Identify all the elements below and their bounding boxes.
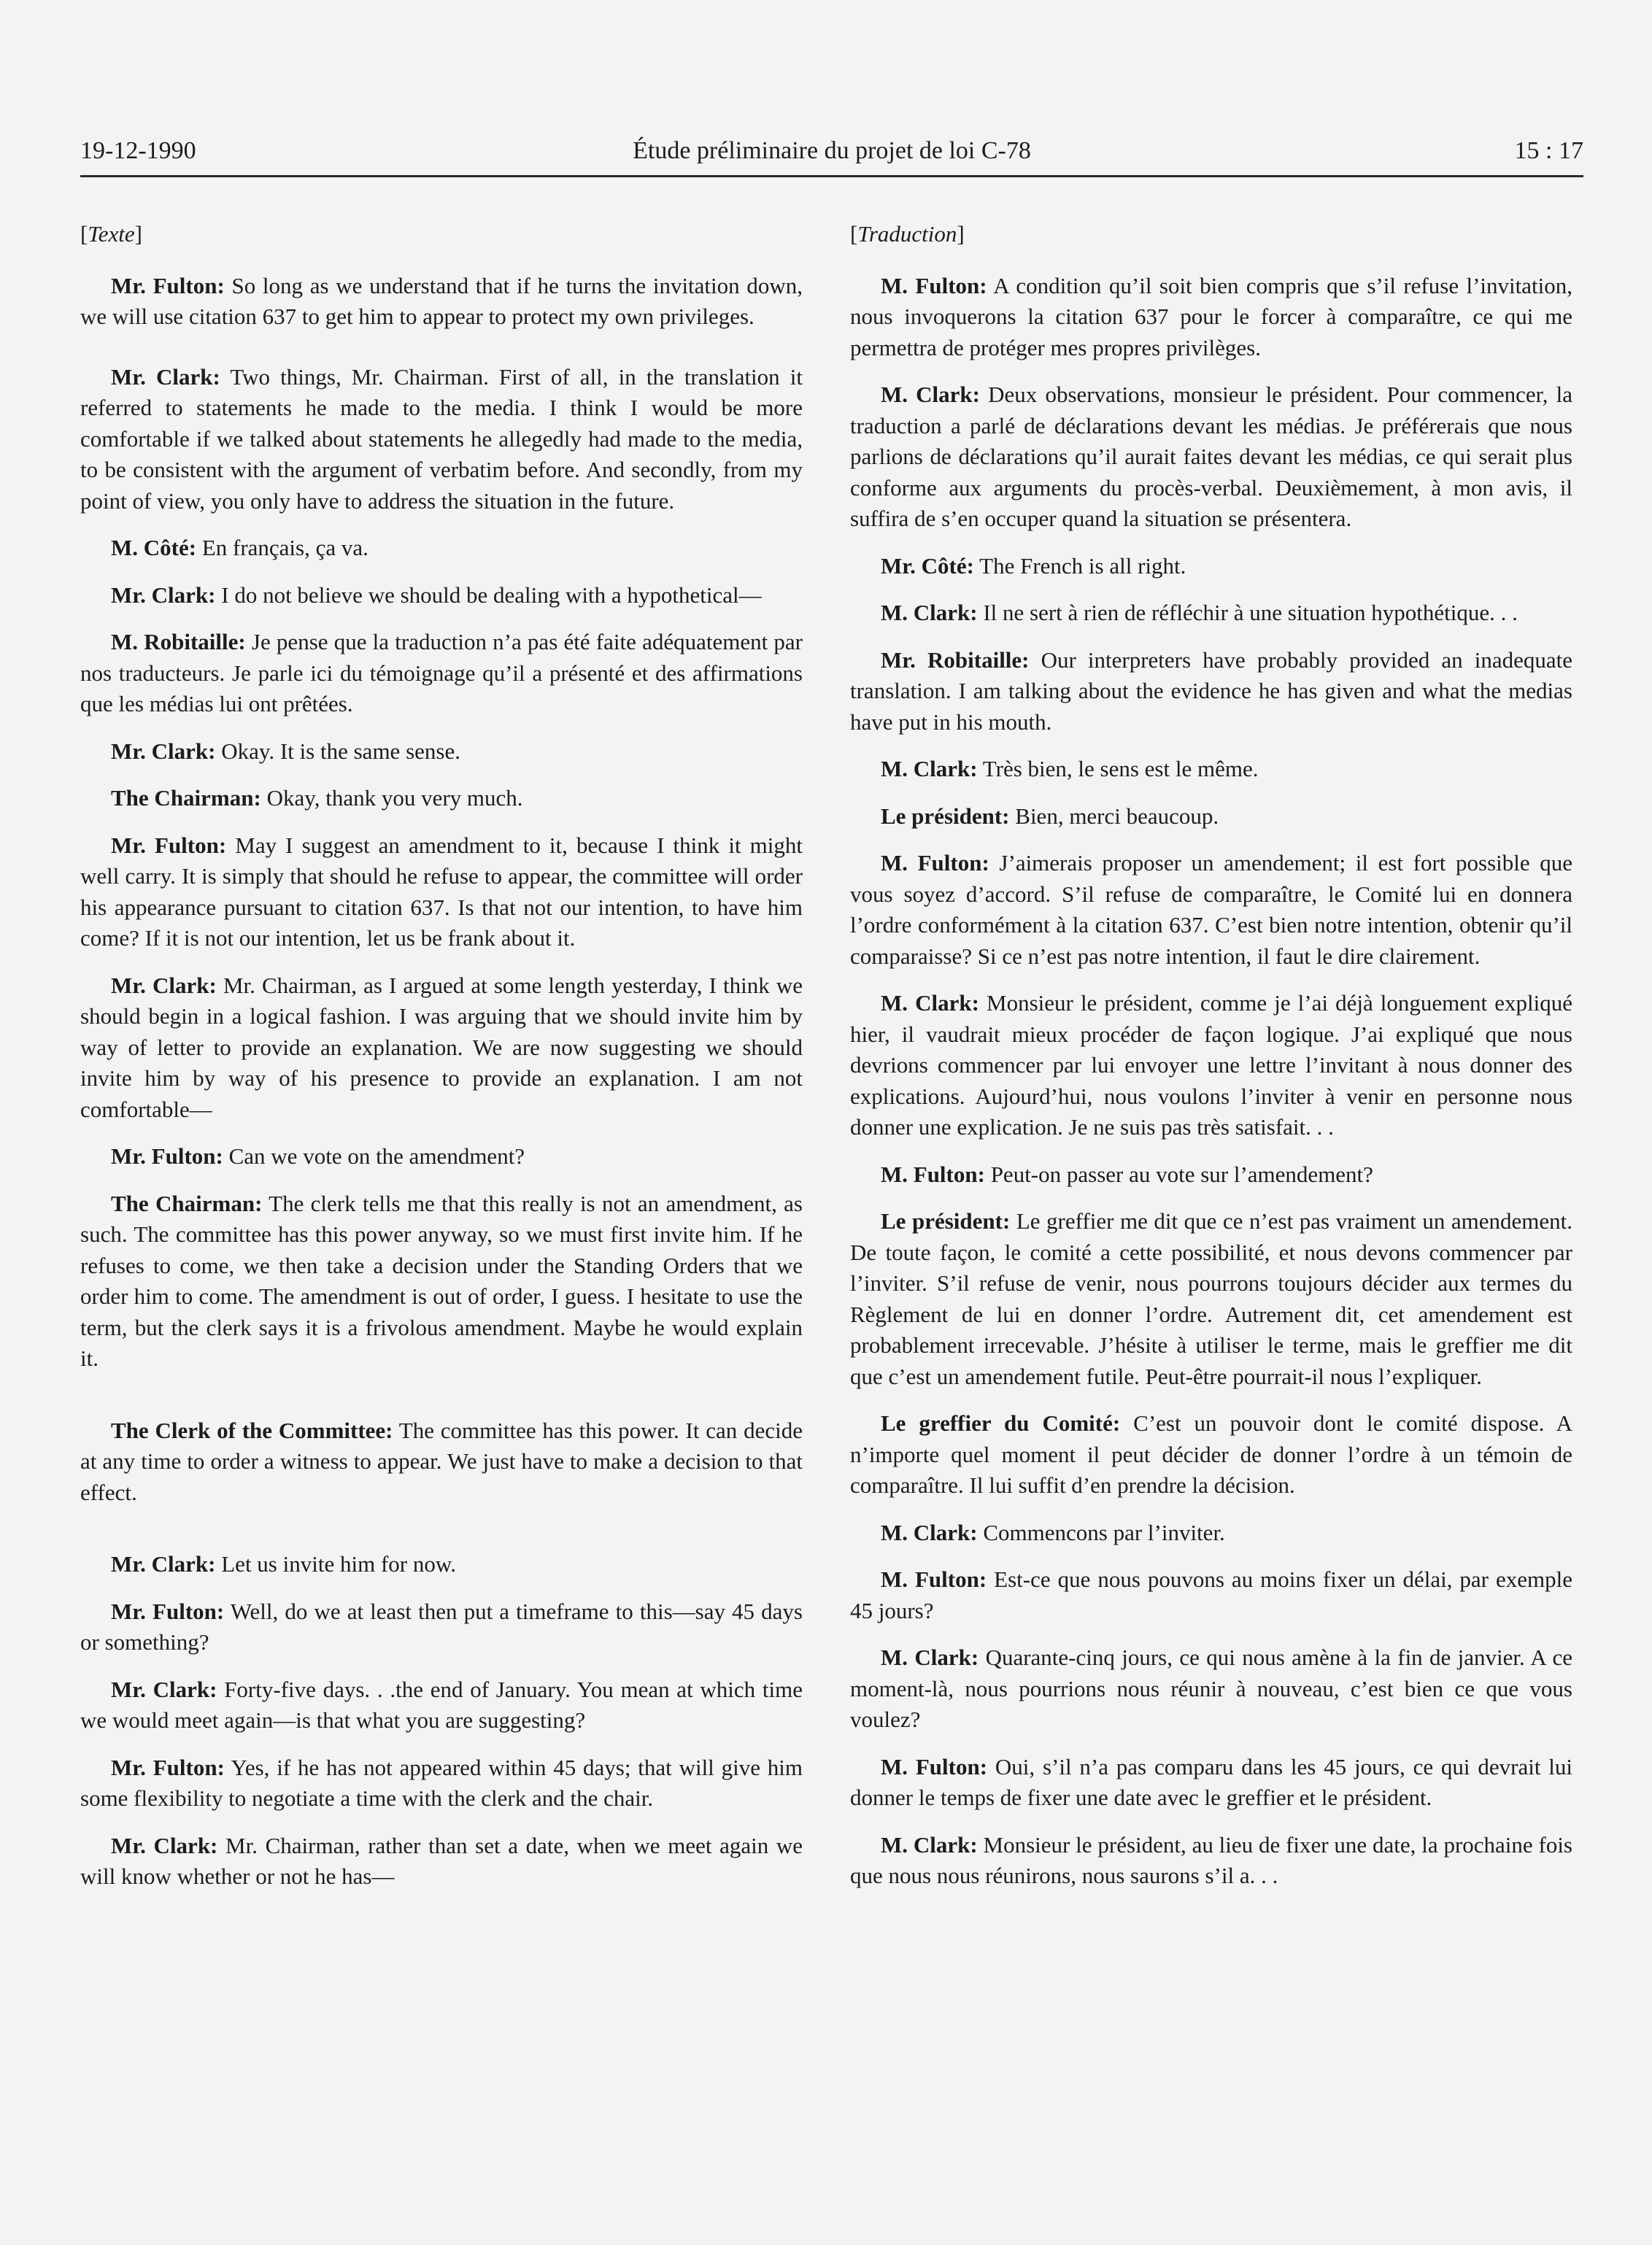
speaker-name: M. Clark: <box>881 1645 979 1670</box>
speaker-name: M. Fulton: <box>881 850 989 876</box>
speaker-name: Mr. Fulton: <box>111 832 227 858</box>
transcript-paragraph <box>80 1831 803 1893</box>
speaker-name: Mr. Fulton: <box>111 1598 225 1624</box>
speech-text: Let us invite him for now. <box>215 1551 456 1577</box>
speaker-name: M. Fulton: <box>881 1161 985 1187</box>
speech-text: Il ne sert à rien de réfléchir à une situation hypothétique. . . <box>977 600 1518 625</box>
transcript-paragraph <box>80 362 803 517</box>
speaker-name: The Clerk of the Committee: <box>111 1417 393 1443</box>
transcript-paragraph <box>850 645 1572 738</box>
speaker-name: Mr. Clark: <box>111 581 216 608</box>
speaker-name: M. Clark: <box>881 1519 978 1545</box>
speaker-name: M. Fulton: <box>881 1566 987 1592</box>
speech-text: Our interpreters have probably provided an inadequate translation. I am talking about the evidence he has given and what the medias have put in his mouth. <box>850 646 1572 735</box>
speech-text: The committee has this power. It can decide at any time to order a witness to appear. We just have to make a decision to that effect. <box>80 1417 803 1505</box>
speech-text: I do not believe we should be dealing with a hypothetical— <box>215 581 762 608</box>
speaker-name: M. Clark: <box>881 1831 978 1858</box>
speaker-name: M. Clark: <box>881 600 978 625</box>
transcript-paragraph <box>80 271 803 333</box>
speaker-name: Mr. Clark: <box>111 363 220 390</box>
speaker-name: Mr. Clark: <box>111 1551 216 1577</box>
speech-text: Deux observations, monsieur le président. Pour commencer, la traduction a parlé de déclarations devant les médias. Je préférerais que nous parlions de déclarations qu’il aurait faites devant les médias, ce qui serait plus conforme aux arguments du procès-verbal. Deuxièmement, à mon avis, il suffira de s’en occuper quand la situation se présentera. <box>850 382 1572 531</box>
speech-text: En français, ça va. <box>196 535 368 560</box>
speech-text: Okay, thank you very much. <box>260 785 523 811</box>
speech-text: Mr. Chairman, rather than set a date, when we meet again we will know whether or not he has— <box>80 1832 803 1889</box>
speaker-name: M. Côté: <box>111 535 197 560</box>
speaker-name: Mr. Fulton: <box>111 272 225 298</box>
speaker-name: Mr. Clark: <box>111 738 216 764</box>
speaker-name: Mr. Fulton: <box>111 1143 223 1169</box>
speaker-name: M. Robitaille: <box>111 629 246 654</box>
speech-text: May I suggest an amendment to it, because I think it might well carry. It is simply that should he refuse to appear, the committee will order his appearance pursuant to citation 637. Is that not our intention, to have him come? If it is not our intention, let us be frank about it. <box>80 832 803 951</box>
transcript-paragraph <box>850 848 1572 972</box>
speech-text: Je pense que la traduction n’a pas été faite adéquatement par nos traducteurs. Je parle ici du témoignage qu’il a présenté et des affirmations que les médias lui ont prêtées. <box>80 629 803 716</box>
speech-text: Forty-five days. . .the end of January. You mean at which time we would meet again—is that what you are suggesting? <box>80 1676 803 1733</box>
speaker-name: Le président: <box>881 803 1010 829</box>
transcript-paragraph <box>850 1642 1572 1736</box>
speaker-name: The Chairman: <box>111 785 261 811</box>
speech-text: Can we vote on the amendment? <box>223 1143 525 1169</box>
transcript-paragraph <box>80 627 803 720</box>
running-header <box>80 131 1583 177</box>
transcript-paragraph <box>80 783 803 814</box>
speech-text: Est-ce que nous pouvons au moins fixer un délai, par exemple 45 jours? <box>850 1566 1572 1623</box>
transcript-paragraph <box>80 533 803 564</box>
speaker-name: M. Fulton: <box>881 1753 988 1780</box>
speech-text: Monsieur le président, au lieu de fixer une date, la prochaine fois que nous nous réunirons, nous saurons s’il a. . . <box>850 1831 1572 1888</box>
speech-text: Mr. Chairman, as I argued at some length yesterday, I think we should begin in a logical fashion. I was arguing that we should invite him by way of letter to provide an explanation. We are now suggesting we should invite him by way of his presence to provide an explanation. I am not comfortable— <box>80 972 803 1122</box>
speech-text: Le greffier me dit que ce n’est pas vraiment un amendement. De toute façon, le comité a cette possibilité, et nous devons commencer par l’inviter. S’il refuse de venir, nous pourrons toujours décider aux termes du Règlement de lui en donner l’ordre. Autrement dit, cet amendement est probablement irrecevable. J’hésite à utiliser le terme, mais le greffier me dit que c’est un amendement futile. Peut-être pourrait-il nous l’expliquer. <box>850 1208 1572 1389</box>
speech-text: Très bien, le sens est le même. <box>977 756 1259 781</box>
transcript-paragraph <box>80 830 803 954</box>
speech-text: Monsieur le président, comme je l’ai déjà longuement expliqué hier, il vaudrait mieux procéder de façon logique. J’ai expliqué que nous devrions commencer par lui envoyer une lettre l’invitant à nous donner des explications. Aujourd’hui, nous voulons l’inviter à venir en personne nous donner une explication. Je ne suis pas très satisfait. . . <box>850 990 1573 1140</box>
speaker-name: Le greffier du Comité: <box>881 1410 1121 1436</box>
transcript-paragraph <box>850 379 1572 535</box>
header-page-number: 15 : 17 <box>1514 137 1583 164</box>
transcript-paragraph <box>80 1549 803 1580</box>
speaker-name: M. Fulton: <box>881 272 987 298</box>
transcript-paragraph <box>80 1596 803 1658</box>
left-column-heading: [Texte] <box>80 221 142 247</box>
speaker-name: M. Clark: <box>881 990 979 1016</box>
speech-text: Oui, s’il n’a pas comparu dans les 45 jours, ce qui devrait lui donner le temps de fixer une date avec le greffier et le président. <box>850 1753 1572 1810</box>
transcript-paragraph <box>850 754 1572 785</box>
transcript-paragraph <box>850 598 1572 629</box>
speaker-name: The Chairman: <box>111 1190 263 1216</box>
transcript-paragraph <box>850 1752 1572 1814</box>
transcript-paragraph <box>850 1564 1572 1626</box>
speaker-name: Mr. Côté: <box>881 552 974 579</box>
speech-text: The clerk tells me that this really is not an amendment, as such. The committee has this power anyway, so we must first invite him. If he refuses to come, we then take a decision under the Standing Orders that we order him to come. The amendment is out of order, I guess. I hesitate to use the term, but the clerk says it is a frivolous amendment. Maybe he would explain it. <box>80 1190 803 1371</box>
transcript-paragraph <box>850 1830 1572 1892</box>
transcript-paragraph <box>850 271 1572 364</box>
transcript-paragraph <box>850 988 1572 1143</box>
speech-text: A condition qu’il soit bien compris que s’il refuse l’invitation, nous invoquerons la citation 637 pour le forcer à comparaître, ce qui me permettra de protéger mes propres privilèges. <box>850 272 1572 360</box>
speech-text: Two things, Mr. Chairman. First of all, in the translation it referred to statements he made to the media. I think I would be more comfortable if we talked about statements he allegedly had made to the media, to be consistent with the argument of verbatim before. And secondly, from my point of view, you only have to address the situation in the future. <box>80 363 803 514</box>
transcript-paragraph <box>850 1408 1572 1502</box>
transcript-paragraph <box>850 1518 1572 1549</box>
speech-text: Peut-on passer au vote sur l’amendement? <box>984 1161 1373 1187</box>
speaker-name: Mr. Clark: <box>111 1832 218 1858</box>
speaker-name: Le président: <box>881 1208 1011 1234</box>
speaker-name: M. Clark: <box>881 756 978 781</box>
transcript-paragraph <box>80 970 803 1126</box>
speech-text: Quarante-cinq jours, ce qui nous amène à la fin de janvier. A ce moment-là, nous pourrions nous réunir à nouveau, c’est bien ce que vous voulez? <box>850 1645 1572 1732</box>
speaker-name: Mr. Clark: <box>111 1676 217 1702</box>
header-title: Étude préliminaire du projet de loi C-78 <box>633 137 1031 164</box>
speech-text: So long as we understand that if he turns the invitation down, we will use citation 637 to get him to appear to protect my own privileges. <box>80 272 803 329</box>
transcript-paragraph <box>80 580 803 611</box>
speech-text: Okay. It is the same sense. <box>215 738 460 764</box>
speech-text: Bien, merci beaucoup. <box>1009 803 1219 829</box>
transcript-paragraph <box>80 1753 803 1815</box>
transcript-paragraph <box>850 1206 1572 1392</box>
speaker-name: Mr. Robitaille: <box>881 646 1030 673</box>
speech-text: The French is all right. <box>973 552 1186 579</box>
header-date: 19-12-1990 <box>80 137 196 164</box>
transcript-paragraph <box>80 736 803 768</box>
speaker-name: Mr. Fulton: <box>111 1754 225 1780</box>
transcript-paragraph <box>850 801 1572 832</box>
right-column <box>850 219 1572 1908</box>
speech-text: C’est un pouvoir dont le comité dispose. A n’importe quel moment il peut décider de donner l’ordre à un témoin de comparaître. Il lui suffit d’en prendre la décision. <box>850 1410 1573 1498</box>
transcript-paragraph <box>80 1189 803 1375</box>
speaker-name: Mr. Clark: <box>111 972 217 998</box>
transcript-paragraph <box>80 1415 803 1509</box>
right-column-heading: [Traduction] <box>850 221 965 247</box>
speaker-name: M. Clark: <box>881 382 980 407</box>
transcript-paragraph <box>80 1141 803 1172</box>
left-column <box>80 219 803 1909</box>
speech-text: Yes, if he has not appeared within 45 days; that will give him some flexibility to negotiate a time with the clerk and the chair. <box>80 1754 803 1811</box>
transcript-paragraph <box>850 1159 1572 1191</box>
transcript-paragraph <box>850 551 1572 582</box>
speech-text: Commencons par l’inviter. <box>977 1519 1225 1545</box>
speech-text: J’aimerais proposer un amendement; il est fort possible que vous soyez d’accord. S’il refuse de comparaître, le Comité lui en donnera l’ordre conformément à la citation 637. C’est bien notre intention, obtenir qu’il comparaisse? Si ce n’est pas notre intention, il faut le dire clairement. <box>850 850 1572 969</box>
speech-text: Well, do we at least then put a timeframe to this—say 45 days or something? <box>80 1598 803 1655</box>
transcript-paragraph <box>80 1674 803 1736</box>
